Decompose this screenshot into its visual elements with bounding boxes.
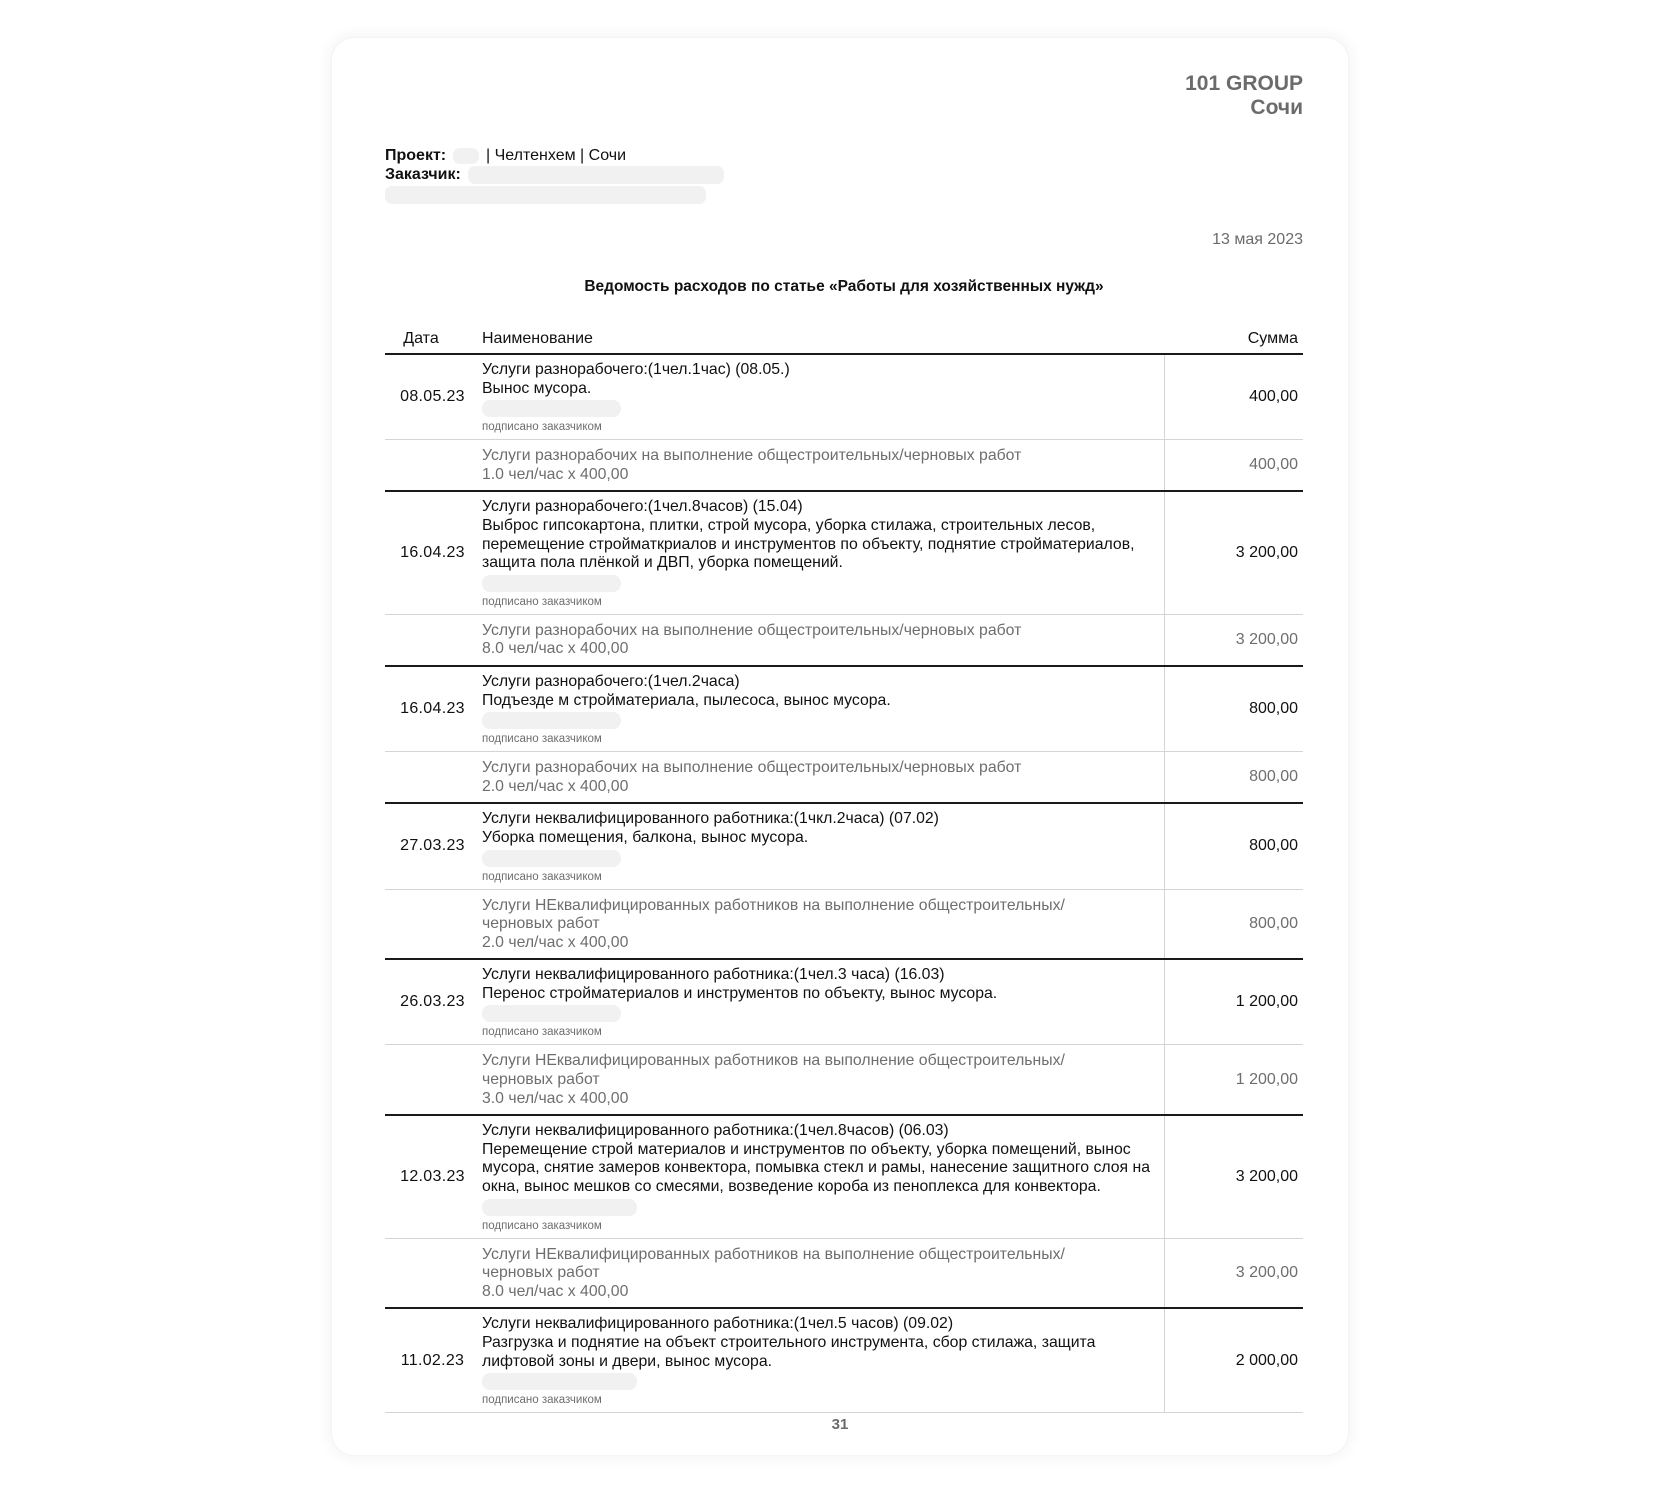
- subrow-date-empty: [385, 890, 482, 959]
- table-row: [385, 1114, 1303, 1237]
- row-title: Услуги неквалифицированного работника:(1чел.8часов) (06.03): [482, 1122, 949, 1140]
- service-description: Услуги НЕквалифицированных работников на выполнение общестроительных/ черновых работ: [482, 896, 1065, 933]
- row-date: 11.02.23: [400, 1351, 465, 1369]
- subrow-sum: 400,00: [1164, 440, 1303, 490]
- row-title: Услуги неквалифицированного работника:(1чел.5 часов) (09.02): [482, 1315, 954, 1333]
- row-sum: 800,00: [1164, 804, 1303, 888]
- row-name-cell: [482, 1116, 1164, 1237]
- row-sum: 3 200,00: [1164, 1116, 1303, 1237]
- signed-status: подписано заказчиком: [482, 421, 602, 434]
- service-description: Услуги НЕквалифицированных работников на выполнение общестроительных/ черновых работ: [482, 1245, 1065, 1282]
- row-title: Услуги разнорабочего:(1чел.1час) (08.05.): [482, 361, 790, 378]
- table-subrow: [385, 889, 1303, 959]
- page-number: 31: [831, 1416, 849, 1433]
- column-header-sum: Сумма: [1247, 330, 1298, 347]
- signed-status: подписано заказчиком: [482, 1219, 602, 1232]
- subrow-date-empty: [385, 615, 482, 665]
- row-description: Разгрузка и поднятие на объект строительного инструмента, сбор стилажа, защита лифтовой зоны и двери, вынос мусора.: [482, 1334, 1096, 1370]
- row-sum: 400,00: [1164, 355, 1303, 439]
- signed-status: подписано заказчиком: [482, 1394, 602, 1407]
- row-date: 27.03.23: [400, 837, 465, 855]
- subrow-name-cell: [482, 1239, 1164, 1308]
- subrow-date-empty: [385, 752, 482, 802]
- expense-table: [385, 328, 1303, 1413]
- row-title: Услуги неквалифицированного работника:(1чел.3 часа) (16.03): [482, 966, 945, 984]
- company-name: 101 GROUP: [1185, 72, 1303, 95]
- row-title: Услуги неквалифицированного работника:(1чкл.2часа) (07.02): [482, 810, 939, 828]
- project-label: Проект:: [385, 147, 447, 164]
- document-date: 13 мая 2023: [1212, 231, 1303, 248]
- row-sum: 2 000,00: [1164, 1309, 1303, 1412]
- document-page: [332, 38, 1348, 1455]
- row-date: 12.03.23: [400, 1167, 465, 1185]
- table-subrow: [385, 1044, 1303, 1114]
- subrow-date-empty: [385, 1045, 482, 1114]
- subrow-name-cell: [482, 890, 1164, 959]
- table-row: [385, 1307, 1303, 1412]
- service-rate: 2.0 чел/час х 400,00: [482, 777, 629, 795]
- row-date: 08.05.23: [400, 388, 465, 406]
- table-subrow: [385, 751, 1303, 802]
- subrow-name-cell: [482, 1045, 1164, 1114]
- customer-line: [385, 165, 724, 184]
- subrow-sum: 800,00: [1164, 890, 1303, 959]
- signed-status: подписано заказчиком: [482, 733, 602, 746]
- row-name-cell: [482, 804, 1164, 888]
- service-description: Услуги НЕквалифицированных работников на выполнение общестроительных/ черновых работ: [482, 1052, 1065, 1089]
- subrow-name-cell: [482, 440, 1164, 490]
- service-description: Услуги разнорабочих на выполнение общестроительных/черновых работ: [482, 759, 1022, 777]
- table-bottom-rule: [385, 1412, 1303, 1413]
- redacted-signature: [482, 1005, 621, 1022]
- row-date: 16.04.23: [400, 700, 465, 718]
- subrow-sum: 1 200,00: [1164, 1045, 1303, 1114]
- table-row: [385, 802, 1303, 888]
- company-header: [1185, 72, 1303, 120]
- redacted-signature: [482, 1199, 637, 1216]
- redacted-signature: [482, 850, 621, 867]
- column-header-name: Наименование: [482, 330, 593, 347]
- row-date: 16.04.23: [400, 544, 465, 562]
- table-header: [385, 328, 1303, 355]
- signed-status: подписано заказчиком: [482, 870, 602, 883]
- signed-status: подписано заказчиком: [482, 595, 602, 608]
- service-rate: 2.0 чел/час х 400,00: [482, 933, 629, 951]
- project-line: [385, 146, 724, 165]
- row-name-cell: [482, 492, 1164, 613]
- row-name-cell: [482, 667, 1164, 751]
- table-subrow: [385, 1238, 1303, 1308]
- service-rate: 8.0 чел/час х 400,00: [482, 640, 629, 658]
- row-sum: 800,00: [1164, 667, 1303, 751]
- subrow-name-cell: [482, 752, 1164, 802]
- service-rate: 3.0 чел/час х 400,00: [482, 1089, 629, 1107]
- row-description: Подъезде м стройматериала, пылесоса, вынос мусора.: [482, 691, 891, 709]
- redacted-project-code: [453, 148, 479, 164]
- document-title: Ведомость расходов по статье «Работы для хозяйственных нужд»: [584, 278, 1104, 295]
- service-rate: 8.0 чел/час х 400,00: [482, 1282, 629, 1300]
- company-city: Сочи: [1250, 96, 1303, 119]
- column-header-date: Дата: [403, 330, 439, 347]
- row-description: Уборка помещения, балкона, вынос мусора.: [482, 828, 809, 846]
- row-sum: 3 200,00: [1164, 492, 1303, 613]
- row-description: Выброс гипсокартона, плитки, строй мусора, уборка стилажа, строительных лесов, перемещение стройматкриалов и инструментов по объекту, поднятие стройматериалов, защита пола плёнкой и ДВП, уборка помещений.: [482, 516, 1135, 572]
- row-sum: 1 200,00: [1164, 960, 1303, 1044]
- redacted-customer-name: [468, 166, 724, 184]
- row-date: 26.03.23: [400, 993, 465, 1011]
- project-value: | Челтенхем | Сочи: [486, 147, 627, 164]
- row-description: Вынос мусора.: [482, 379, 592, 397]
- customer-label: Заказчик:: [385, 166, 461, 183]
- subrow-sum: 3 200,00: [1164, 1239, 1303, 1308]
- row-title: Услуги разнорабочего:(1чел.8часов) (15.04): [482, 498, 803, 516]
- signed-status: подписано заказчиком: [482, 1026, 602, 1039]
- subrow-name-cell: [482, 615, 1164, 665]
- project-meta: [385, 146, 724, 204]
- row-name-cell: [482, 355, 1164, 439]
- redacted-signature: [482, 1373, 637, 1390]
- table-body: [385, 355, 1303, 1412]
- table-row: [385, 355, 1303, 439]
- service-rate: 1.0 чел/час х 400,00: [482, 465, 629, 483]
- redacted-customer-details: [385, 186, 706, 204]
- row-description: Перенос стройматериалов и инструментов по объекту, вынос мусора.: [482, 984, 998, 1002]
- table-subrow: [385, 439, 1303, 490]
- subrow-date-empty: [385, 440, 482, 490]
- row-name-cell: [482, 1309, 1164, 1412]
- redacted-signature: [482, 575, 621, 592]
- subrow-sum: 3 200,00: [1164, 615, 1303, 665]
- table-row: [385, 490, 1303, 613]
- row-name-cell: [482, 960, 1164, 1044]
- table-subrow: [385, 614, 1303, 665]
- service-description: Услуги разнорабочих на выполнение общестроительных/черновых работ: [482, 447, 1022, 465]
- redacted-signature: [482, 400, 621, 417]
- subrow-date-empty: [385, 1239, 482, 1308]
- redacted-signature: [482, 712, 621, 729]
- table-row: [385, 958, 1303, 1044]
- row-description: Перемещение строй материалов и инструментов по объекту, уборка помещений, вынос мусора, снятие замеров конвектора, помывка стекл и рамы, нанесение защитного слоя на окна, вынос мешков со смесями, возведение короба из пеноплекса для конвектора.: [482, 1140, 1151, 1196]
- table-row: [385, 665, 1303, 751]
- row-title: Услуги разнорабочего:(1чел.2часа): [482, 672, 740, 690]
- service-description: Услуги разнорабочих на выполнение общестроительных/черновых работ: [482, 621, 1022, 639]
- subrow-sum: 800,00: [1164, 752, 1303, 802]
